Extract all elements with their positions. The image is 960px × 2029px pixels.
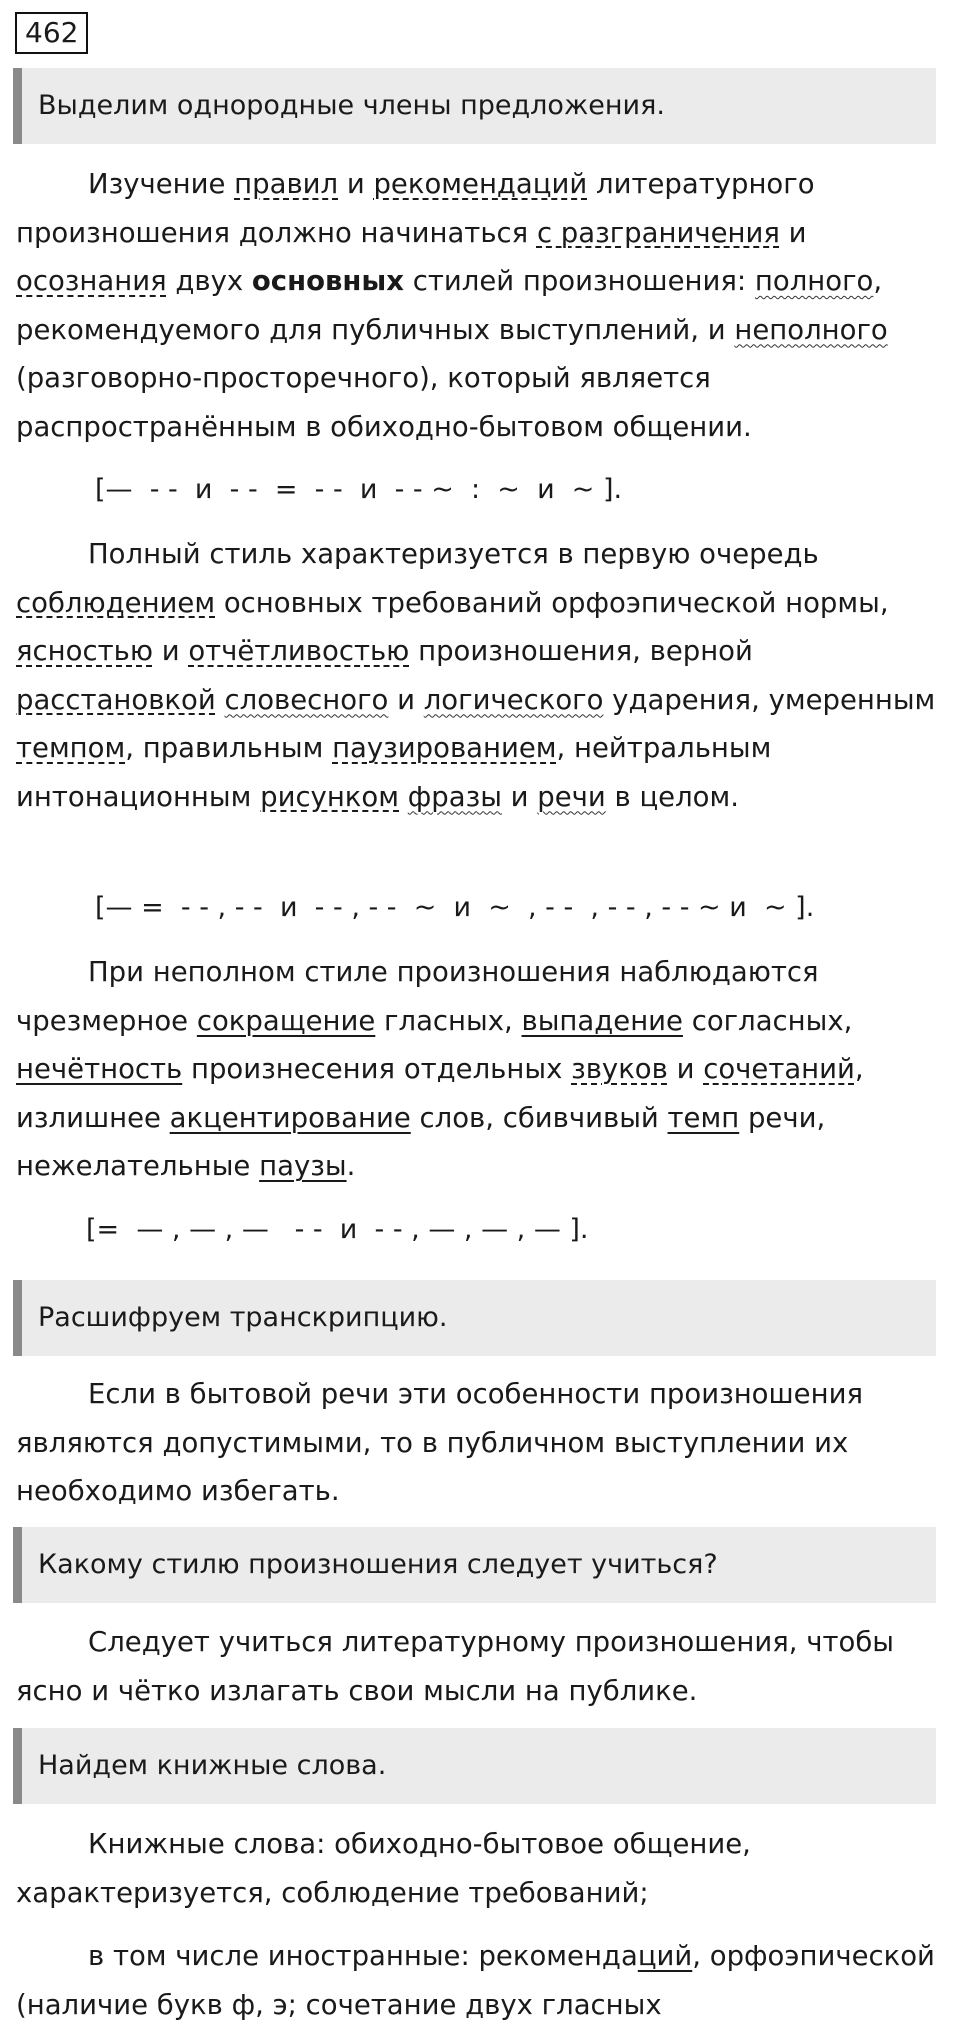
dashed-underlined-word: рекомендаций: [373, 168, 588, 200]
paragraph-2: Полный стиль характеризуется в первую очередь соблюдением основных требований орфоэпической нормы, ясностью и отчётливостью произношения, верной расстановкой словесного и логического ударения, умеренным темпом, правильным паузированием, нейтральным интонационным рисунком фразы и речи в целом.: [16, 538, 936, 813]
sentence-scheme-3: [= — , — , — - - и - - , — , — , — ].: [86, 1214, 589, 1245]
paragraph-1: Изучение правил и рекомендаций литературного произношения должно начинаться с разграничения и осознания двух основных стилей произношения: полного, рекомендуемого для публичных выступлений, и неполного (разговорно-просторечного), который является распространённым в обиходно-бытовом общении.: [16, 168, 888, 443]
dashed-underlined-word: расстановкой: [16, 683, 216, 716]
task-number: 462: [15, 12, 88, 54]
wavy-underlined-word: словесного: [224, 683, 389, 716]
dashed-underlined-word: отчётливостью: [188, 635, 410, 667]
underlined-word: темп: [667, 1101, 740, 1134]
paragraph-5: Следует учиться литературному произношения, чтобы ясно и чётко излагать свои мысли на публике.: [16, 1626, 894, 1707]
dashed-underlined-word: сочетаний: [703, 1053, 855, 1085]
dashed-underlined-word: с разграничения: [536, 216, 780, 249]
underlined-word: паузы: [259, 1150, 347, 1182]
dashed-underlined-word: ясностью: [16, 635, 153, 667]
sentence-scheme-1: [— - - и - - = - - и - - ~ : ~ и ~ ].: [95, 474, 623, 505]
dashed-underlined-word: осознания: [16, 265, 167, 297]
dashed-underlined-word: правил: [234, 168, 339, 200]
underlined-word: выпадение: [521, 1004, 683, 1037]
dashed-underlined-word: соблюдением: [16, 586, 216, 619]
underlined-word: нечётность: [16, 1053, 183, 1085]
wavy-underlined-word: логического: [423, 683, 604, 716]
paragraph-6: Книжные слова: обиходно-бытовое общение, характеризуется, соблюдение требований;: [16, 1828, 751, 1909]
wavy-underlined-word: речи: [537, 780, 606, 813]
paragraph-4: Если в бытовой речи эти особенности произношения являются допустимыми, то в публичном выступлении их необходимо избегать.: [16, 1378, 863, 1507]
wavy-underlined-word: полного: [754, 265, 874, 297]
dashed-underlined-word: темпом: [16, 732, 126, 764]
dashed-underlined-word: рисунком: [260, 780, 399, 813]
paragraph-7: в том числе иностранные: рекомендаций, орфоэпической (наличие букв ф, э; сочетание двух гласных: [16, 1940, 935, 2021]
sentence-scheme-2: [— = - - , - - и - - , - - ~ и ~ , - - , - - , - - ~ и ~ ].: [95, 892, 815, 923]
wavy-underlined-word: фразы: [407, 780, 502, 813]
section-header-bookish-words: Найдем книжные слова.: [13, 1728, 936, 1804]
section-header-style-question: Какому стилю произношения следует учиться?: [13, 1527, 936, 1603]
dashed-underlined-word: звуков: [571, 1053, 668, 1085]
section-header-transcription: Расшифруем транскрипцию.: [13, 1280, 936, 1356]
paragraph-3: При неполном стиле произношения наблюдаются чрезмерное сокращение гласных, выпадение согласных, нечётность произнесения отдельных звуков и сочетаний, излишнее акцентирование слов, сбивчивый темп речи, нежелательные паузы.: [16, 956, 864, 1182]
dashed-underlined-word: паузированием: [332, 732, 557, 764]
underlined-word: сокращение: [196, 1004, 376, 1037]
bold-word: основных: [251, 265, 404, 297]
wavy-underlined-word: неполного: [734, 313, 888, 346]
underlined-word: ций: [637, 1940, 693, 1972]
section-header-homogeneous: Выделим однородные члены предложения.: [13, 68, 936, 144]
underlined-word: акцентирование: [169, 1101, 411, 1134]
